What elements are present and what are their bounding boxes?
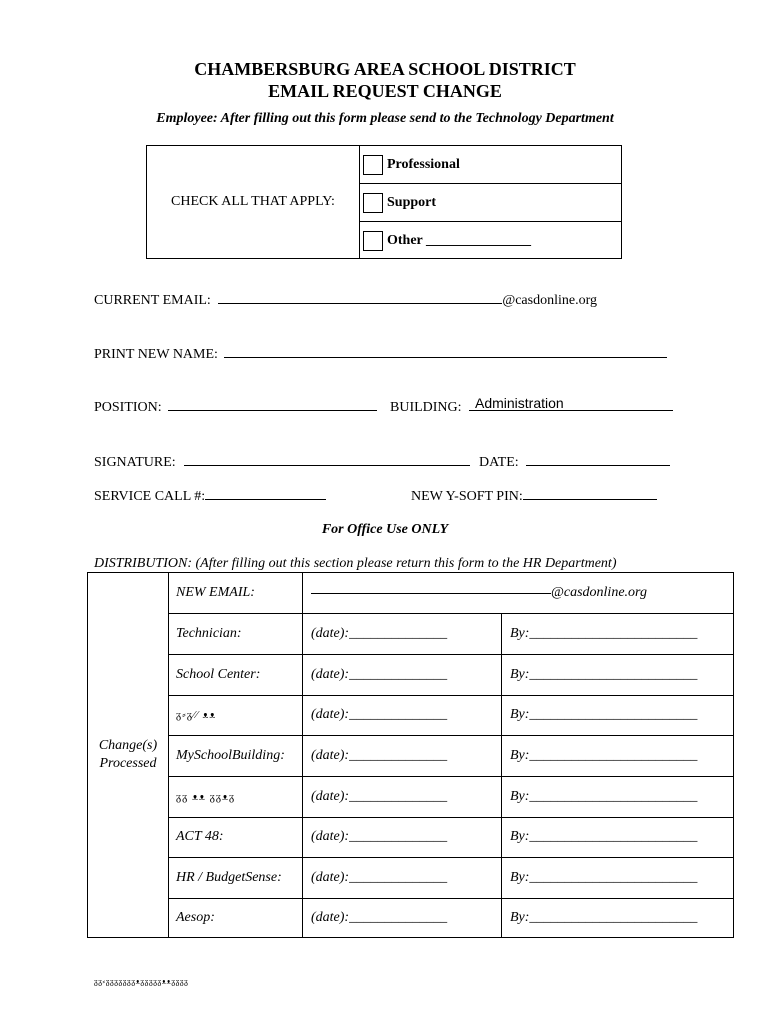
service-call-row [94, 489, 326, 505]
date-cell[interactable]: (date):______________ [304, 736, 502, 776]
employee-type-table [146, 145, 622, 259]
option-label: Other _______________ [387, 232, 532, 248]
date-cell[interactable]: (date):______________ [304, 655, 502, 695]
by-cell[interactable]: By:________________________ [510, 870, 698, 885]
row-label: Aesop: [169, 899, 303, 937]
ysoft-field[interactable] [523, 498, 657, 500]
date-cell[interactable]: (date):______________ [304, 817, 502, 857]
table-row [169, 655, 733, 696]
option-support[interactable] [360, 184, 621, 222]
by-cell[interactable]: By:________________________ [510, 910, 698, 925]
signature-label: SIGNATURE: [94, 455, 176, 470]
by-cell[interactable]: By:________________________ [510, 667, 698, 682]
changes-processed-cell [88, 573, 169, 937]
form-title: CHAMBERSBURG AREA SCHOOL DISTRICT [194, 59, 576, 79]
date-label: DATE: [479, 455, 519, 470]
row-label: ACT 48: [169, 817, 303, 857]
date-cell[interactable]: (date):______________ [304, 777, 502, 817]
service-call-field[interactable] [205, 498, 326, 500]
date-field[interactable] [526, 464, 670, 466]
table-row [169, 614, 733, 655]
signature-row [94, 455, 470, 471]
distribution-table [87, 572, 734, 938]
row-label: ᵹᵹ ᴥᴥ ᵹᵹᴥᵹ [169, 777, 303, 817]
distribution-note: DISTRIBUTION: (After filling out this section please return this form to the HR Department) [94, 556, 617, 571]
new-name-label: PRINT NEW NAME: [94, 347, 218, 362]
date-row [479, 455, 670, 471]
checkbox[interactable] [363, 231, 383, 251]
side-label-1: Change(s) [98, 738, 158, 753]
row-label: School Center: [169, 655, 303, 695]
table-row [169, 777, 733, 818]
checkbox[interactable] [363, 155, 383, 175]
table-row [169, 695, 733, 736]
table-row [169, 899, 733, 937]
by-cell[interactable]: By:________________________ [510, 626, 698, 641]
new-email-field[interactable] [304, 573, 733, 613]
by-cell[interactable]: By:________________________ [510, 789, 698, 804]
side-label-2: Processed [99, 756, 157, 771]
current-email-row [94, 293, 597, 309]
option-professional[interactable] [360, 146, 621, 184]
option-label: Support [387, 194, 437, 210]
position-label: POSITION: [94, 400, 162, 415]
row-label: Technician: [169, 614, 303, 654]
date-cell[interactable]: (date):______________ [304, 695, 502, 735]
position-field[interactable] [168, 409, 377, 411]
office-use-heading: For Office Use ONLY [321, 522, 449, 537]
row-label: HR / BudgetSense: [169, 858, 303, 898]
ysoft-label: NEW Y-SOFT PIN: [411, 489, 523, 504]
form-instruction: Employee: After filling out this form please send to the Technology Department [156, 111, 614, 126]
date-cell[interactable]: (date):______________ [304, 614, 502, 654]
new-email-suffix: @casdonline.org [551, 585, 647, 600]
new-name-field[interactable] [224, 356, 667, 358]
check-all-prompt: CHECK ALL THAT APPLY: [147, 146, 360, 258]
service-call-label: SERVICE CALL #: [94, 489, 206, 504]
new-name-row [94, 347, 667, 363]
table-row [169, 817, 733, 858]
table-row [169, 858, 733, 899]
ysoft-row [411, 489, 657, 505]
building-value[interactable]: Administration [475, 395, 564, 411]
current-email-field[interactable] [218, 302, 502, 304]
table-row [169, 736, 733, 777]
option-label: Professional [387, 156, 460, 172]
date-cell[interactable]: (date):______________ [304, 858, 502, 898]
footer-code: ᵹᵹ⸗ᵹᵹᵹᵹᵹᵹᵹᴥᵹᵹᵹᵹᵹᴥᴥᵹᵹᵹᵹ [94, 977, 189, 986]
signature-field[interactable] [184, 464, 470, 466]
date-cell[interactable]: (date):______________ [304, 899, 502, 937]
table-row [169, 573, 733, 614]
row-label: MySchoolBuilding: [169, 736, 303, 776]
current-email-label: CURRENT EMAIL: [94, 293, 211, 308]
row-label: NEW EMAIL: [169, 573, 303, 613]
form-subtitle: EMAIL REQUEST CHANGE [268, 81, 502, 101]
building-label: BUILDING: [390, 400, 462, 415]
option-other[interactable] [360, 222, 621, 259]
by-cell[interactable]: By:________________________ [510, 748, 698, 763]
position-row [94, 400, 377, 416]
by-cell[interactable]: By:________________________ [510, 707, 698, 722]
current-email-suffix: @casdonline.org [502, 293, 597, 308]
checkbox[interactable] [363, 193, 383, 213]
by-cell[interactable]: By:________________________ [510, 829, 698, 844]
row-label: ᵹ⸗ᵹ⁄⁄ ᴥᴥ [169, 695, 303, 735]
